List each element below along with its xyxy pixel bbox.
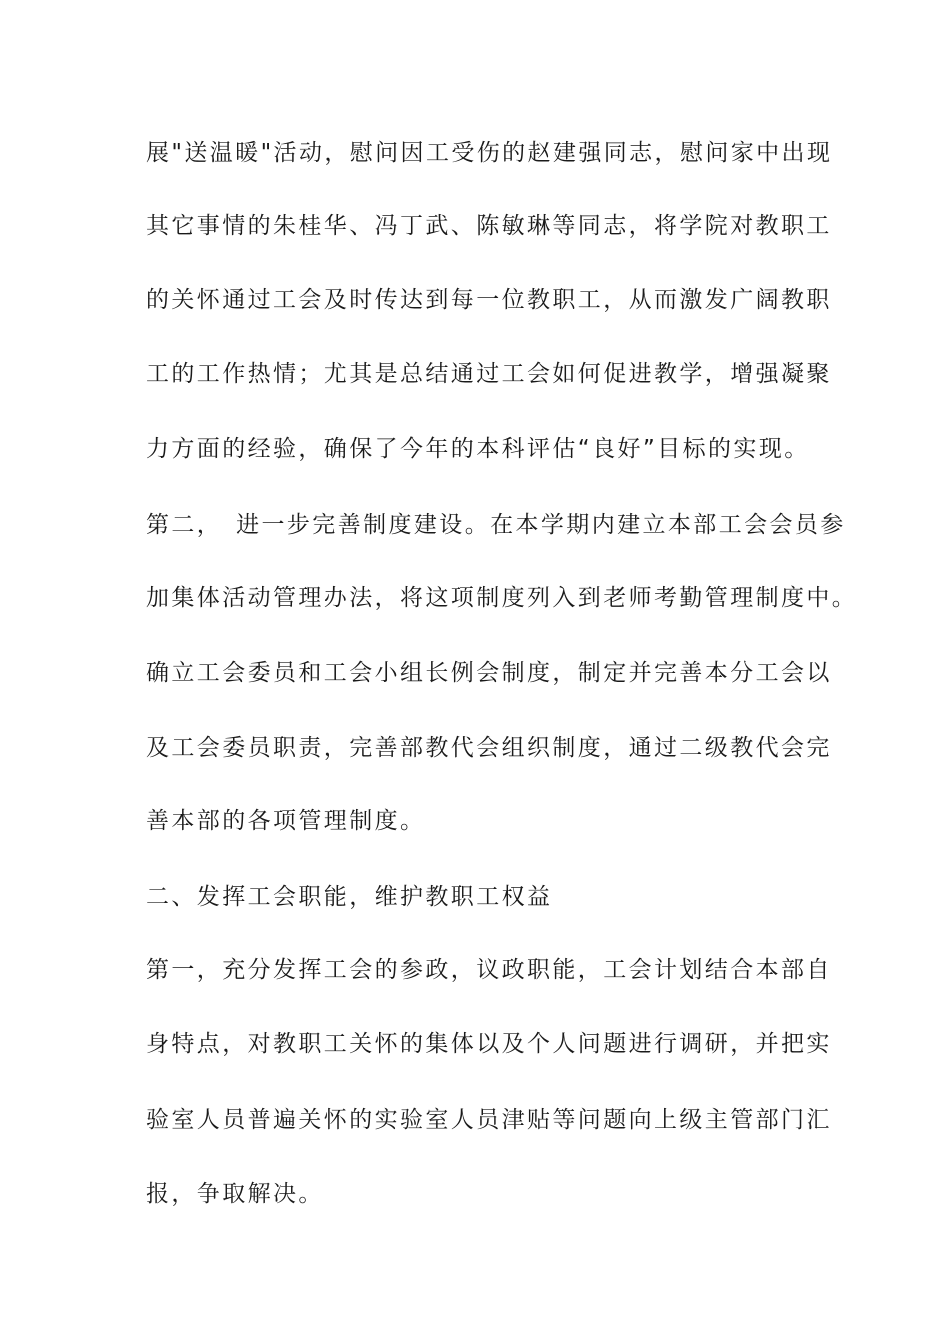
paragraph-line: 第二， 进一步完善制度建设。在本学期内建立本部工会会员参 [146, 512, 846, 538]
section-heading: 二、发挥工会职能，维护教职工权益 [146, 884, 553, 910]
paragraph-line: 第一，充分发挥工会的参政，议政职能，工会计划结合本部自 [146, 957, 832, 983]
paragraph-line: 身特点，对教职工关怀的集体以及个人问题进行调研，并把实 [146, 1031, 832, 1057]
paragraph-line: 验室人员普遍关怀的实验室人员津贴等问题向上级主管部门汇 [146, 1107, 832, 1133]
paragraph-line: 工的工作热情；尤其是总结通过工会如何促进教学，增强凝聚 [146, 361, 832, 387]
paragraph-line: 加集体活动管理办法，将这项制度列入到老师考勤管理制度中。 [146, 585, 858, 611]
paragraph-line: 展"送温暖"活动，慰问因工受伤的赵建强同志，慰问家中出现 [146, 140, 833, 166]
paragraph-line: 力方面的经验，确保了今年的本科评估“良好”目标的实现。 [146, 436, 810, 462]
paragraph-line: 其它事情的朱桂华、冯丁武、陈敏琳等同志，将学院对教职工 [146, 213, 832, 239]
paragraph-line: 的关怀通过工会及时传达到每一位教职工，从而激发广阔教职 [146, 287, 832, 313]
paragraph-line: 报，争取解决。 [146, 1181, 324, 1207]
paragraph-line: 善本部的各项管理制度。 [146, 808, 426, 834]
paragraph-line: 及工会委员职责，完善部教代会组织制度，通过二级教代会完 [146, 735, 832, 761]
paragraph-line: 确立工会委员和工会小组长例会制度，制定并完善本分工会以 [146, 660, 832, 686]
